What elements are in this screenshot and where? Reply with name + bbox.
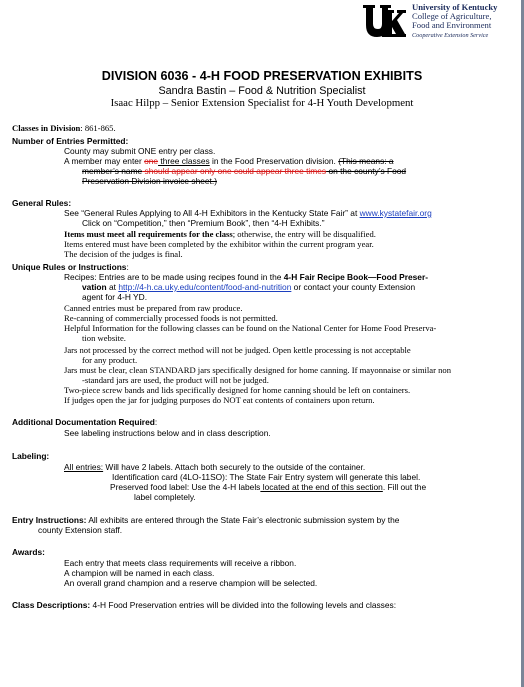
awards-line-2: A champion will be named in each class.: [64, 568, 215, 578]
three-classes: three classes: [158, 156, 210, 166]
requirements-rest: ; otherwise, the entry will be disqualified.: [232, 229, 376, 239]
unique-rules-heading-text: Unique Rules or Instructions: [12, 262, 127, 272]
deleted-note-2a: member’s name: [82, 166, 143, 176]
general-rules-line-4: Items entered must have been completed by the exhibitor within the current program year.: [64, 239, 374, 249]
logo-line-3: Food and Environment: [412, 20, 492, 31]
unique-rule-bands: Two-piece screw bands and lids specifically designed for home canning should be left on containers.: [64, 385, 411, 395]
general-rules-line-5: The decision of the judges is final.: [64, 249, 183, 259]
labeling-line-2: Identification card (4LO-11SO): The State Fair Entry system will generate this label.: [112, 472, 421, 482]
labeling-line-3-post: . Fill out the: [382, 482, 427, 492]
labeling-line-3-pre: Preserved food label: Use the 4-H labels: [110, 482, 261, 492]
docs-heading-text: Additional Documentation Required: [12, 417, 155, 427]
entries-line-1: County may submit ONE entry per class.: [64, 146, 216, 156]
logo-line-2: College of Agriculture,: [412, 11, 492, 22]
entry-instructions-text: All exhibits are entered through the State Fair’s electronic submission system by the: [86, 515, 400, 525]
deleted-note-1: (This means: a: [338, 156, 394, 166]
deleted-note-2c: on the county’s Food: [326, 166, 407, 176]
classes-in-division: [12, 123, 116, 133]
entries-heading: Number of Entries Permitted:: [12, 136, 129, 146]
uk-logo-mark: [362, 4, 406, 38]
deleted-one: one: [144, 156, 159, 166]
labeling-line-1-text: Will have 2 labels. Attach both securely to the outside of the container.: [103, 462, 366, 472]
labeling-line-4: label completely.: [134, 492, 196, 502]
class-descriptions-text: 4-H Food Preservation entries will be divided into the following levels and classes:: [90, 600, 397, 610]
classes-label: Classes in Division: [12, 123, 81, 133]
unique-rule-recipes-2: [82, 282, 415, 292]
awards-line-3: An overall grand champion and a reserve champion will be selected.: [64, 578, 318, 588]
author-line-2: Isaac Hilpp – Senior Extension Specialist for 4-H Youth Development: [110, 97, 414, 109]
entry-instructions-line-2: county Extension staff.: [38, 525, 123, 535]
author-line-1: Sandra Bastin – Food & Nutrition Specialist: [158, 85, 366, 97]
general-rules-line-3: [64, 229, 376, 239]
unique-rule-jars: Jars must be clear, clean STANDARD jars specifically designed for home canning. If mayonnaise or similar non: [64, 365, 452, 375]
entries-line-3: [82, 166, 406, 176]
docs-colon: :: [154, 417, 158, 427]
entries-line-2: [64, 156, 394, 166]
recipes-pre: Recipes: Entries are to be made using recipes found in the: [64, 272, 284, 282]
unique-rule-recipes-3: agent for 4-H YD.: [82, 292, 148, 302]
page-title: DIVISION 6036 - 4-H FOOD PRESERVATION EXHIBITS: [101, 69, 423, 83]
recipes-at: at: [106, 282, 119, 292]
logo-line-1: University of Kentucky: [412, 2, 498, 12]
entries-line-2-post: in the Food Preservation division.: [209, 156, 339, 166]
uk-logo-text: [412, 3, 497, 40]
unique-rule-helpful-2: tion website.: [82, 333, 126, 343]
deleted-note-2b: should appear only one could appear three times: [142, 166, 327, 176]
general-rules-line-2: Click on “Competition,” then “Premium Book”, then “4-H Exhibits.”: [82, 218, 325, 228]
awards-line-1: Each entry that meets class requirements will receive a ribbon.: [64, 558, 297, 568]
all-entries-label: All entries:: [64, 462, 104, 472]
class-descriptions: [12, 600, 396, 610]
entry-instructions: [12, 515, 399, 525]
recipes-post: or contact your county Extension: [291, 282, 416, 292]
labeling-line-1: [64, 462, 365, 472]
unique-rule-raw: Canned entries must be prepared from raw produce.: [64, 303, 243, 313]
recipe-book-title: 4-H Fair Recipe Book—Food Preser-: [283, 272, 429, 282]
recipe-book-title-2: vation: [82, 282, 107, 292]
labeling-heading: Labeling:: [12, 451, 50, 461]
general-rules-line-1: [64, 208, 432, 218]
unique-rule-jars-2: -standard jars are used, the product will not be judged.: [82, 375, 269, 385]
food-nutrition-link[interactable]: http://4-h.ca.uky.edu/content/food-and-nutrition: [118, 282, 292, 292]
awards-heading: Awards:: [12, 547, 45, 557]
kystatefair-link[interactable]: www.kystatefair.org: [359, 208, 432, 218]
entries-line-4: Preservation Division invoice sheet.): [82, 176, 217, 186]
unique-rule-recanning: Re-canning of commercially processed foods is not permitted.: [64, 313, 278, 323]
general-rules-line-1-text: See “General Rules Applying to All 4-H Exhibitors in the Kentucky State Fair” at: [64, 208, 360, 218]
classes-value: : 861-865.: [80, 123, 116, 133]
logo-line-4: Cooperative Extension Service: [412, 31, 489, 39]
unique-rule-helpful: Helpful Information for the following classes can be found on the National Center for Home Food Preserva-: [64, 323, 437, 333]
unique-rule-method: Jars not processed by the correct method will not be judged. Open kettle processing is not acceptable: [64, 345, 411, 355]
unique-rule-recipes: [64, 272, 428, 282]
entry-instructions-heading: Entry Instructions:: [12, 515, 87, 525]
unique-rule-judges: If judges open the jar for judging purposes do NOT eat contents of containers upon return.: [64, 395, 375, 405]
entries-line-2-pre: A member may enter: [64, 156, 145, 166]
labels-location: located at the end of this section: [260, 482, 383, 492]
requirements-bold: Items must meet all requirements for the class: [64, 229, 233, 239]
docs-line: See labeling instructions below and in class description.: [64, 428, 271, 438]
docs-heading: [12, 417, 157, 427]
unique-rules-heading: [12, 262, 129, 272]
labeling-line-3: [110, 482, 426, 492]
class-descriptions-heading: Class Descriptions:: [12, 600, 91, 610]
unique-rule-method-2: for any product.: [82, 355, 138, 365]
general-rules-heading: General Rules:: [12, 198, 72, 208]
unique-rules-colon: :: [126, 262, 129, 272]
